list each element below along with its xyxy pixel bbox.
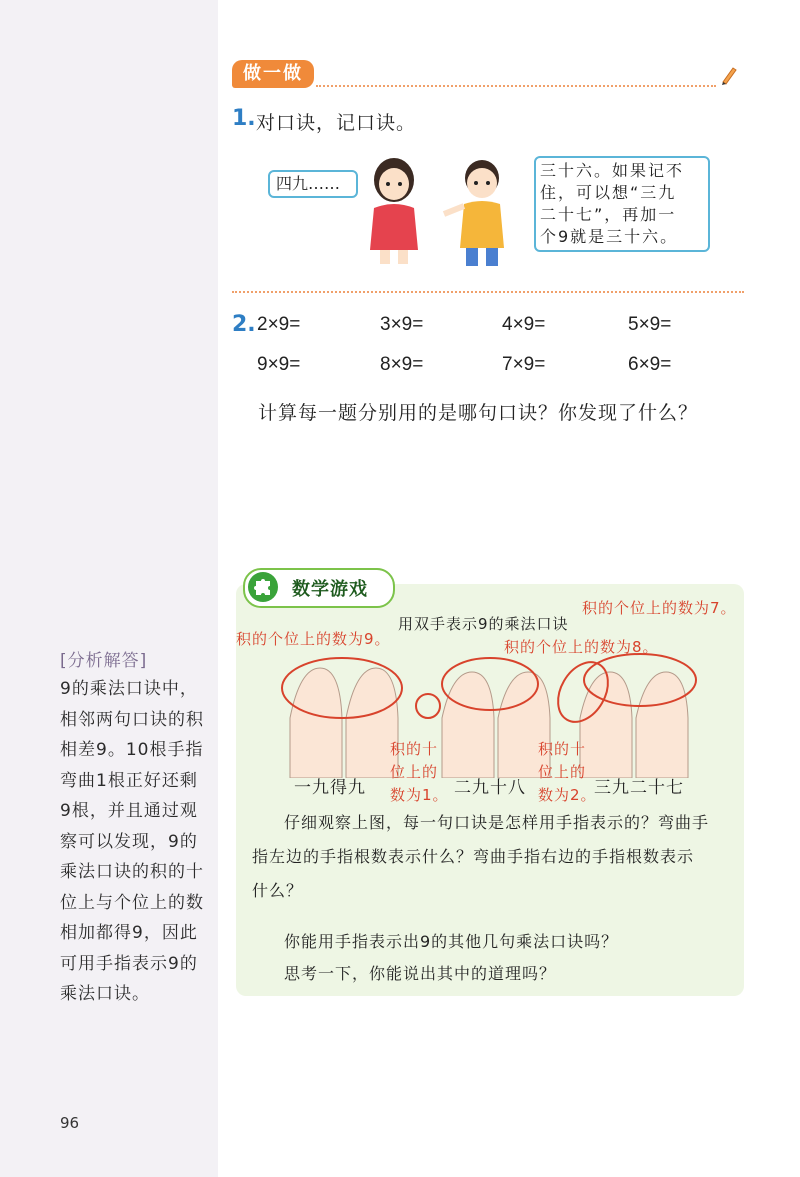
boy-illustration [438, 152, 524, 267]
q1-number: 1. [232, 106, 256, 131]
para-line: 指左边的手指根数表示什么？弯曲手指右边的手指根数表示 [252, 847, 695, 866]
sidebar-line: 9根，并且通过观 [60, 801, 198, 821]
note-line: 数为1。 [390, 786, 449, 804]
sidebar-line: 相差9。10根手指 [60, 740, 204, 760]
note-tens-2 [538, 738, 597, 807]
game-paragraph-3: 思考一下，你能说出其中的道理吗？ [284, 964, 557, 983]
boy-speech-line: 住，可以想“三九 [540, 183, 677, 202]
note-line: 数为2。 [538, 786, 597, 804]
q2-number: 2. [232, 312, 256, 337]
game-paragraph-2: 你能用手指表示出9的其他几句乘法口诀吗？ [284, 932, 619, 951]
girl-speech-bubble [268, 170, 358, 198]
boy-speech-line: 三十六。如果记不 [540, 161, 685, 180]
equation: 7×9= [502, 354, 546, 375]
question-divider [232, 291, 744, 293]
sidebar-analysis [60, 674, 210, 1010]
rhyme-2x9: 二九十八 [454, 778, 526, 798]
sidebar-line: 乘法口诀。 [60, 984, 150, 1004]
equation: 6×9= [628, 354, 672, 375]
girl-illustration [356, 150, 432, 265]
sidebar-line: 9的乘法口诀中， [60, 679, 198, 699]
equation: 4×9= [502, 314, 546, 335]
pencil-icon [719, 64, 739, 86]
note-line: 位上的 [538, 763, 587, 781]
note-line: 积的十 [538, 740, 587, 758]
game-paragraph-1 [252, 806, 742, 908]
boy-speech-bubble [534, 156, 710, 252]
q1-prompt: 对口诀，记口诀。 [256, 112, 417, 134]
boy-speech-line: 个9就是三十六。 [540, 227, 679, 246]
section-tag: 做一做 [232, 60, 314, 88]
note-tens-1 [390, 738, 449, 807]
sidebar-line: 相邻两句口诀的积 [60, 709, 204, 730]
equation: 8×9= [380, 354, 424, 375]
rhyme-3x9: 三九二十七 [594, 778, 684, 798]
rhyme-1x9: 一九得九 [294, 778, 366, 798]
equation: 2×9= [257, 314, 301, 335]
sidebar-line: 察可以发现，9的 [60, 831, 198, 852]
boy-speech-line: 二十七”，再加一 [540, 205, 677, 224]
q2-question: 计算每一题分别用的是哪句口诀？你发现了什么？ [258, 402, 699, 424]
puzzle-icon [247, 571, 279, 603]
equation: 9×9= [257, 354, 301, 375]
note-ones-7: 积的个位上的数为7。 [582, 599, 737, 617]
equation: 3×9= [380, 314, 424, 335]
girl-speech-text: 四九…… [276, 174, 341, 193]
equation: 5×9= [628, 314, 672, 335]
sidebar-line: 相加都得9，因此 [60, 923, 198, 943]
section-divider [316, 85, 716, 87]
sidebar-line: 弯曲1根正好还剩 [60, 770, 198, 791]
sidebar-line: 可用手指表示9的 [60, 953, 198, 974]
note-ones-9: 积的个位上的数为9。 [236, 630, 391, 648]
game-caption: 用双手表示9的乘法口诀 [398, 615, 569, 633]
para-line: 什么？ [252, 881, 304, 900]
note-line: 位上的 [390, 763, 439, 781]
para-line: 仔细观察上图，每一句口诀是怎样用手指表示的？弯曲手 [284, 813, 710, 832]
sidebar-line: 位上与个位上的数 [60, 892, 204, 913]
math-game-title: 数学游戏 [292, 579, 368, 600]
note-ones-8: 积的个位上的数为8。 [504, 638, 659, 656]
note-line: 积的十 [390, 740, 439, 758]
page-number: 96 [60, 1114, 80, 1132]
sidebar-title: [分析解答] [60, 651, 148, 671]
hands-illustration [280, 648, 740, 778]
sidebar-line: 乘法口诀的积的十 [60, 862, 204, 882]
